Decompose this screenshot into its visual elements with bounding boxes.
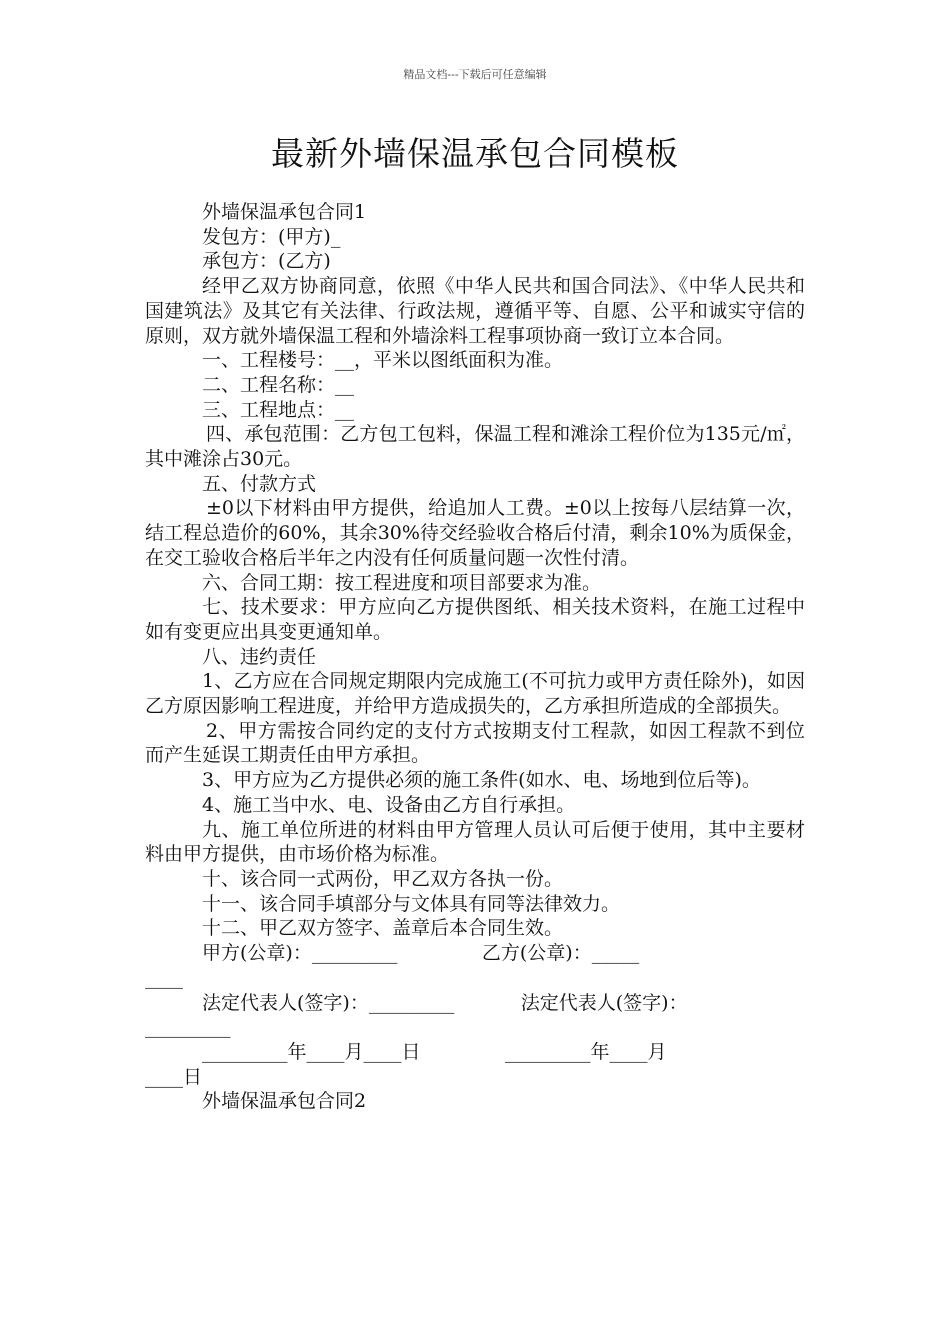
liability-4: 4、施工当中水、电、设备由乙方自行承担。 (202, 793, 576, 816)
page-header: 精品文档---下载后可任意编辑 (403, 68, 547, 81)
clause-12: 十二、甲乙双方签字、盖章后本合同生效。 (202, 917, 564, 940)
liability-2: 2、甲方需按合同约定的支付方式按期支付工程款，如因工程款不到位而产生延误工期责任由甲方承担。 (145, 719, 805, 767)
clause-8: 八、违约责任 (202, 645, 317, 668)
clause-11: 十一、该合同手填部分与文体具有同等法律效力。 (202, 892, 621, 915)
signature-representative-line: 法定代表人(签字)：_________ 法定代表人(签字)： _________ (145, 991, 688, 1039)
clause-7: 七、技术要求：甲方应向乙方提供图纸、相关技术资料，在施工过程中如有变更应出具变更通知单。 (145, 596, 805, 643)
signature-date-line: _________年____月____日 _________年____月 ____日 (145, 1040, 667, 1088)
clause-6: 六、合同工期：按工程进度和项目部要求为准。 (202, 571, 602, 594)
party-b: 承包方：(乙方) (202, 250, 331, 273)
clause-3: 三、工程地点：__ (202, 398, 355, 421)
liability-3: 3、甲方应为乙方提供必须的施工条件(如水、电、场地到位后等)。 (202, 769, 761, 792)
party-a: 发包方：(甲方)_ (202, 225, 341, 248)
clause-9: 九、施工单位所进的材料由甲方管理人员认可后便于使用，其中主要材料由甲方提供，由市场价格为标准。 (145, 818, 805, 866)
clause-10: 十、该合同一式两份，甲乙双方各执一份。 (202, 867, 564, 890)
signature-seal-line: 甲方(公章)：_________ 乙方(公章)：_____ ____ (145, 942, 640, 989)
payment-terms: ±0以下材料由甲方提供，给追加人工费。±0以上按每八层结算一次，结工程总造价的60%，其余30%待交经验收合格后付清，剩余10%为质保金，在交工验收合格后半年之内没有任何质量问题一次性付清。 (145, 497, 805, 569)
preamble: 经甲乙双方协商同意，依照《中华人民共和国合同法》、《中华人民共和国建筑法》及其它有关法律、行政法规，遵循平等、自愿、公平和诚实守信的原则，双方就外墙保温工程和外墙涂料工程事项协商一致订立本合同。 (145, 275, 805, 347)
clause-1: 一、工程楼号：__，平米以图纸面积为准。 (202, 349, 564, 372)
document-body (145, 200, 805, 1114)
clause-5: 五、付款方式 (202, 472, 317, 495)
next-contract-heading: 外墙保温承包合同2 (202, 1090, 367, 1113)
clause-2: 二、工程名称：__ (202, 373, 355, 396)
contract-heading: 外墙保温承包合同1 (202, 201, 367, 223)
liability-1: 1、乙方应在合同规定期限内完成施工(不可抗力或甲方责任除外)，如因乙方原因影响工程进度，并给甲方造成损失的，乙方承担所造成的全部损失。 (145, 670, 805, 718)
document-title: 最新外墙保温承包合同模板 (271, 134, 679, 173)
clause-4: 四、承包范围：乙方包工包料，保温工程和滩涂工程价位为135元/㎡，其中滩涂占30元。 (145, 423, 805, 471)
